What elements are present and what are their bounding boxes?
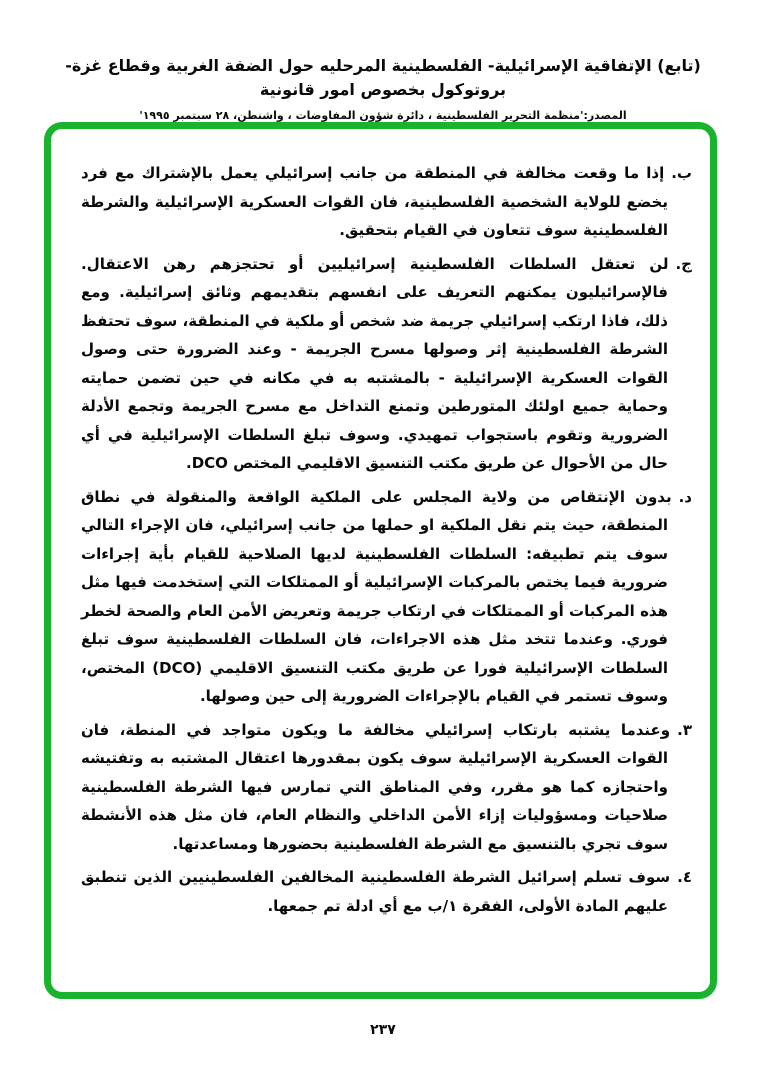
paragraph-4-marker: ٤.	[677, 868, 692, 886]
paragraph-b	[81, 159, 692, 245]
paragraph-d-text: بدون الإنتقاص من ولاية المجلس على الملكية الواقعة والمنقولة في نطاق المنطقة، حيث يتم نقل الملكية او حملها من جانب إسرائيلي، فان الإجراء التالي سوف يتم تطبيقه: السلطات الفلسطينية لديها الصلاحية للقيام بأية إجراءات ضرورية فيما يختص بالمركبات الإسرائيلية أو الممتلكات التي إستخدمت فيها مثل هذه المركبات أو الممتلكات في ارتكاب جريمة وتعريض الأمن العام والصحة لخطر فوري. وعندما تتخد مثل هذه الاجراءات، فان السلطات الفلسطينية سوف تبلغ السلطات الإسرائيلية فورا عن طريق مكتب التنسيق الاقليمي (DCO) المختص، وسوف تستمر في القيام بالإجراءات الضرورية إلى حين وصولها.	[81, 487, 672, 705]
content-frame	[44, 122, 717, 999]
paragraph-3-marker: ٣.	[677, 720, 692, 739]
document-title: (تابع) الإتفاقية الإسرائيلية- الفلسطينية المرحليه حول الضفة الغربية وقطاع غزة- بروتوكول بخصوص امور قانونية	[65, 56, 701, 99]
paragraph-4	[81, 863, 692, 920]
paragraph-d-marker: د.	[678, 487, 692, 506]
paragraph-3-text: وعندما يشتبه بارتكاب إسرائيلي مخالفة ما ويكون متواجد في المنطة، فان القوات العسكرية الإسرائيلية سوف يكون بمقدورها اعتقال المشتبه به وتفتيشه واحتجازه كما هو مقرر، وفي المناطق التي تمارس فيها الشرطة الفلسطينية صلاحيات ومسؤوليات إزاء الأمن الداخلي والنظام العام، فان مثل هذه الأنشطة سوف تجري بالتنسيق مع الشرطة الفلسطينية بحضورها ومساعدتها.	[81, 720, 671, 853]
paragraph-4-text: سوف تسلم إسرائيل الشرطة الفلسطينية المخالفين الفلسطينيين الذين تنطبق عليهم المادة الأولى، الفقرة ١/ب مع أي ادلة تم جمعها.	[81, 868, 671, 915]
paragraph-j	[81, 250, 692, 478]
paragraph-b-text: إذا ما وقعت مخالفة في المنطقة من جانب إسرائيلي يعمل بالإشتراك مع فرد يخضع للولاية الشخصية الفلسطينية، فان القوات العسكرية الإسرائيلية والشرطة الفلسطينية سوف تتعاون في القيام بتحقيق.	[81, 164, 668, 239]
paragraph-j-marker: ج.	[675, 254, 692, 273]
paragraph-d	[81, 483, 692, 711]
paragraph-b-marker: ب.	[671, 164, 692, 182]
document-header	[0, 54, 766, 122]
paragraph-j-text: لن تعتقل السلطات الفلسطينية إسرائيليين أو تحتجزهم رهن الاعتقال. فالإسرائيليون يمكنهم التعريف على انفسهم بتقديمهم وثائق إسرائيلية. ومع ذلك، فاذا ارتكب إسرائيلي جريمة ضد شخص أو ملكية في المنطقة، سوف تحتفظ الشرطة الفلسطينية إثر وصولها مسرح الجريمة - وعند الضرورة حتى وصول القوات العسكرية الإسرائيلية - بالمشتبه به في مكانه في حين تضمن حمايته وحماية جميع اولئك المتورطين وتمنع التداخل مع مسرح الجريمة وتجمع الأدلة الضرورية وتقوم باستجواب تمهيدي. وسوف تبلغ السلطات الإسرائيلية في أي حال من الأحوال عن طريق مكتب التنسيق الاقليمي المختص DCO.	[81, 254, 669, 472]
paragraph-3	[81, 716, 692, 859]
document-source-line: المصدر:'منظمة التحرير الفلسطينية ، دائرة شؤون المفاوضات ، واشنطن، ٢٨ سبتمبر ١٩٩٥'	[139, 109, 627, 122]
page-number: ٢٣٧	[370, 1022, 396, 1038]
